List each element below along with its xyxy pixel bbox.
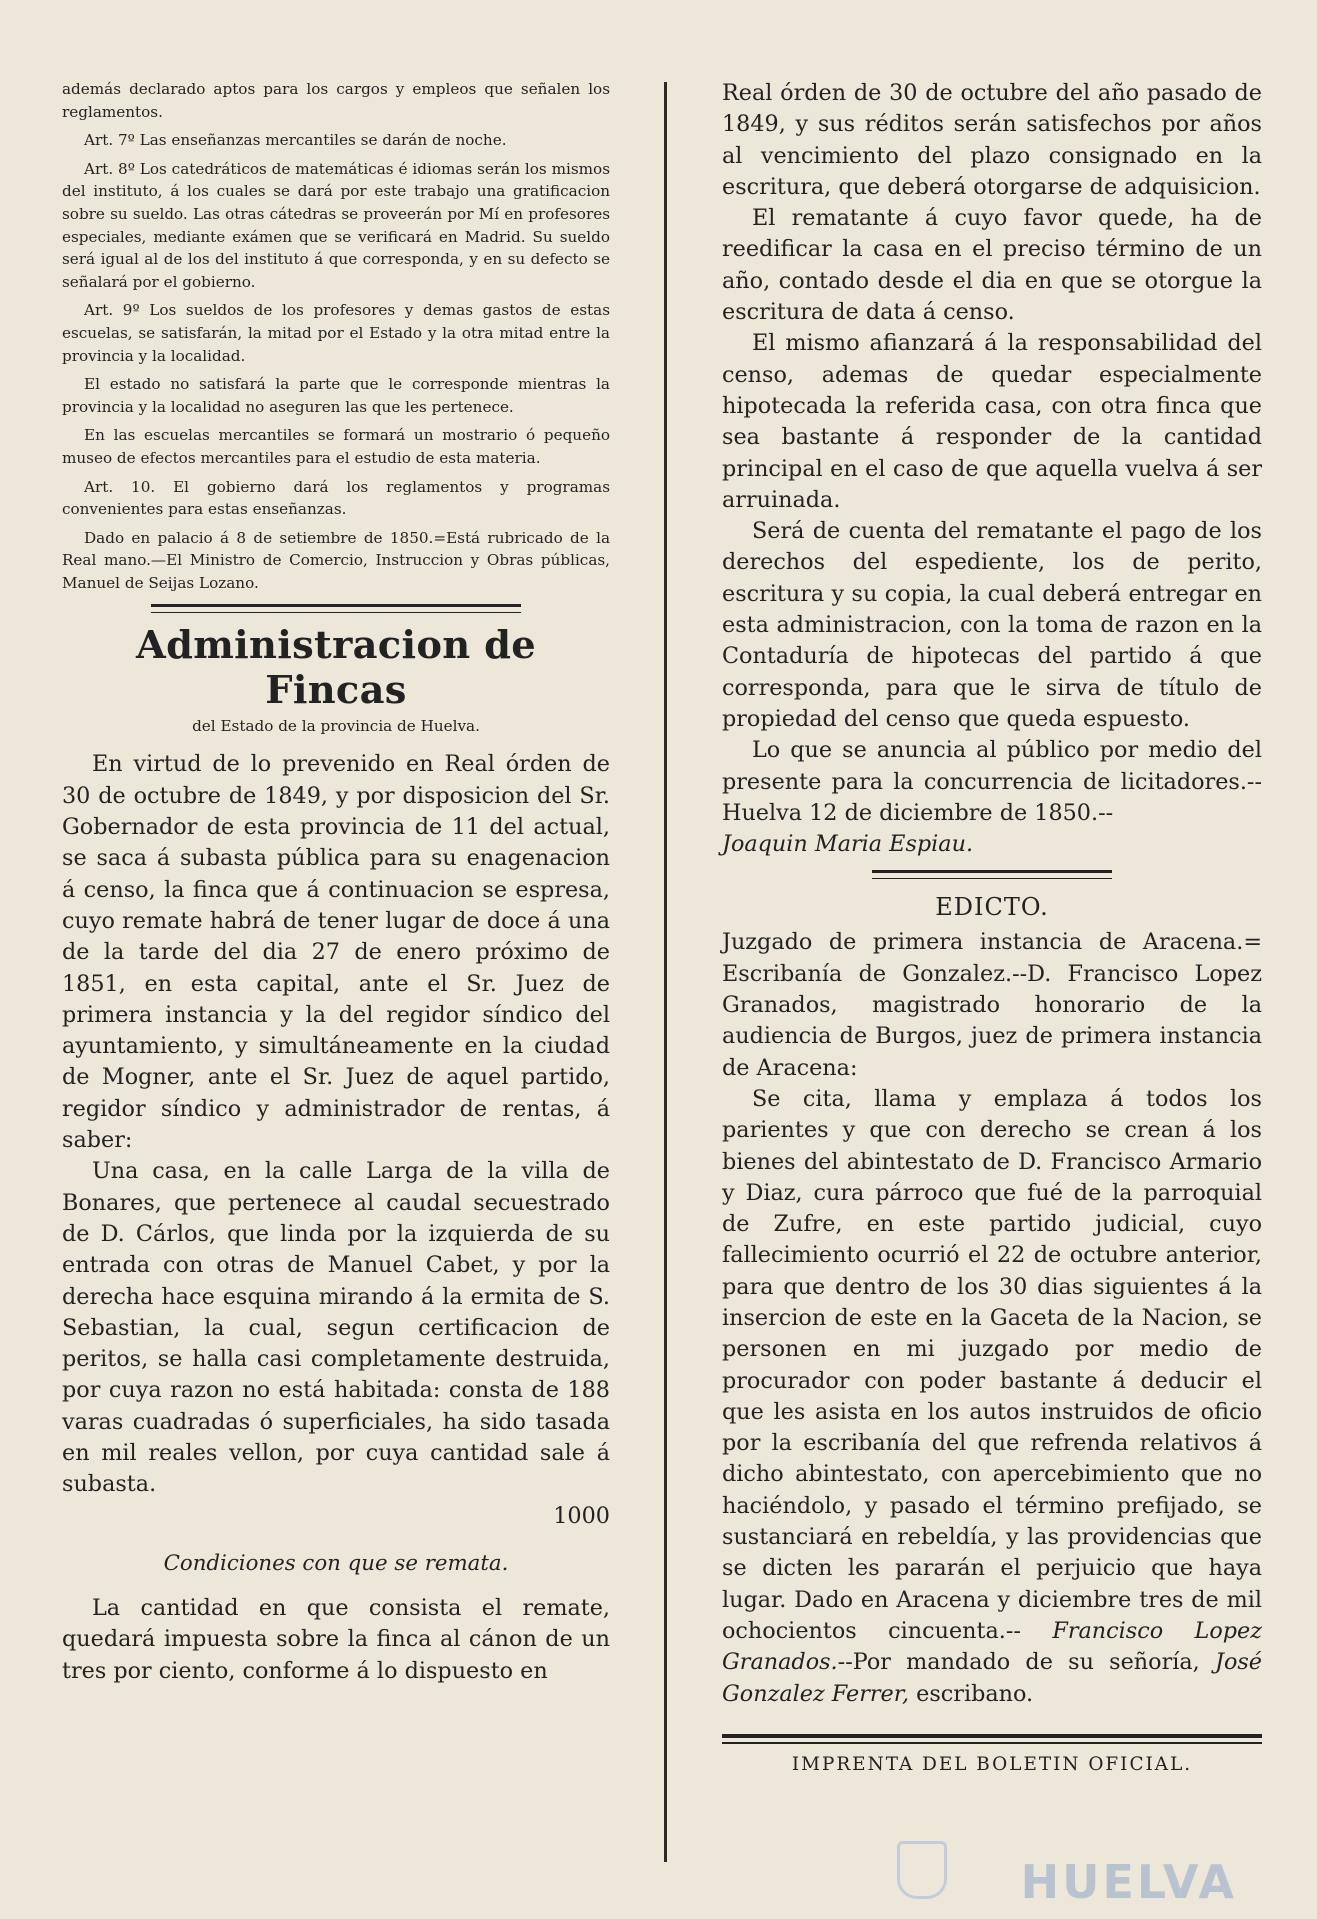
article-text: En las escuelas mercantiles se formará un mostrario ó pequeño museo de efectos mercantiles para el estudio de esta materia. <box>62 426 610 467</box>
clerk-signature: José Gonzalez Ferrer, <box>722 1649 1262 1707</box>
double-rule <box>722 1734 1262 1744</box>
printer-imprint: IMPRENTA DEL BOLETIN OFICIAL. <box>791 1753 1193 1775</box>
article-text: Art. 10. El gobierno dará los reglamentos y programas convenientes para estas enseñanzas. <box>62 477 610 519</box>
decree-articles <box>62 78 610 594</box>
condition-paragraph: El mismo afianzará á la responsabilidad del censo, ademas de quedar especialmente hipotecada la referida casa, con otra finca que sea bastante á responder de la cantidad principal en el caso de que aquella vuelva á ser arruinada. <box>722 330 1262 513</box>
edicto-header: Juzgado de primera instancia de Aracena.= Escribanía de Gonzalez.--D. Francisco Lopez Granados, magistrado honorario de la audiencia de Burgos, juez de primera instancia de Aracena: <box>722 929 1262 1081</box>
edicto-paragraph <box>722 1084 1262 1710</box>
conditions-continued <box>722 78 1262 860</box>
watermark-emblem-icon <box>897 1841 947 1899</box>
article-text: El estado no satisfará la parte que le corresponde mientras la provincia y la localidad no aseguren las que les pertenece. <box>62 375 610 416</box>
edicto-text: escribano. <box>916 1680 1034 1707</box>
condition-paragraph: La cantidad en que consista el remate, quedará impuesta sobre la finca al cánon de un tres por ciento, conforme á lo dispuesto en <box>62 1595 610 1684</box>
left-column <box>62 78 610 1687</box>
conditions-title: Condiciones con que se remata. <box>163 1550 509 1576</box>
edicto-title: EDICTO. <box>935 893 1049 922</box>
announcement-paragraph: Lo que se anuncia al público por medio del presente para la concurrencia de licitadores.--Huelva 12 de diciembre de 1850.-- <box>722 737 1262 826</box>
right-column <box>722 78 1262 1775</box>
decorative-divider <box>872 870 1112 879</box>
edicto-body <box>722 927 1262 1709</box>
article-text: Dado en palacio á 8 de setiembre de 1850.=Está rubricado de la Real mano.—El Ministro de Comercio, Instruccion y Obras públicas, Manuel de Seijas Lozano. <box>62 528 610 592</box>
parcel-description: Una casa, en la calle Larga de la villa de Bonares, que pertenece al caudal secuestrado de D. Cárlos, que linda por la izquierda de su entrada con otras de Manuel Cabet, y por la derecha hace esquina mirando á la ermita de S. Sebastian, la cual, segun certificacion de peritos, se halla casi completamente destruida, por cuya razon no está habitada: consta de 188 varas cuadradas ó superficiales, ha sido tasada en mil reales vellon, por cuya cantidad sale á subasta. <box>62 1158 610 1498</box>
article-text: Art. 7º Las enseñanzas mercantiles se darán de noche. <box>84 131 507 150</box>
watermark: HUELVA <box>1020 1855 1237 1909</box>
decorative-divider <box>151 604 521 613</box>
price-value: 1000 <box>553 1502 610 1529</box>
judge-signature: Francisco Lopez Granados. <box>722 1617 1262 1676</box>
edicto-text: --Por mandado de su señoría, <box>837 1649 1200 1676</box>
article-text: además declarado aptos para los cargos y empleos que señalen los reglamentos. <box>62 80 610 121</box>
intro-paragraph: En virtud de lo prevenido en Real órden de 30 de octubre de 1849, y por disposicion del Sr. Gobernador de esta provincia de 11 del actual, se saca á subasta pública para su enagenacion á censo, la finca que á continuacion se espresa, cuyo remate habrá de tener lugar de doce á una de la tarde del dia 27 de enero próximo de 1851, en esta capital, ante el Sr. Juez de primera instancia y la del regidor síndico del ayuntamiento, y simultáneamente en la ciudad de Mogner, ante el Sr. Juez de aquel partido, regidor síndico y administrador de rentas, á saber: <box>62 751 610 1154</box>
auction-notice <box>62 749 610 1687</box>
condition-paragraph: El rematante á cuyo favor quede, ha de reedificar la casa en el preciso término de un año, contado desde el dia en que se otorgue la escritura de data á censo. <box>722 205 1262 326</box>
section-subheading: del Estado de la provincia de Huelva. <box>192 717 480 736</box>
signature: Joaquin Maria Espiau. <box>722 831 974 858</box>
article-text: Art. 9º Los sueldos de los profesores y demas gastos de estas escuelas, se satisfarán, la mitad por el Estado y la otra mitad entre la provincia y la localidad. <box>62 301 610 365</box>
edicto-text: Se cita, llama y emplaza á todos los parientes y que con derecho se crean á los bienes del abintestato de D. Francisco Armario y Diaz, cura párroco que fué de la parroquial de Zufre, en este partido judicial, cuyo fallecimiento ocurrió el 22 de octubre anterior, para que dentro de los 30 dias siguientes á la insercion de este en la Gaceta de la Nacion, se personen en mi juzgado por medio de procurador con poder bastante á deducir el que les asista en los autos instruidos de oficio por la escribanía del que refrenda relativos á dicho abintestato, con apercebimiento que no haciéndolo, y pasado el término prefijado, se sustanciará en rebeldía, y las providencias que se dicten les pararán el perjuicio que haya lugar. Dado en Aracena y diciembre tres de mil ochocientos cincuenta.-- <box>722 1085 1262 1644</box>
column-rule <box>664 82 667 1862</box>
condition-paragraph: Será de cuenta del rematante el pago de los derechos del espediente, los de perito, escritura y su copia, la cual deberá entregar en esta administracion, con la toma de razon en la Contaduría de hipotecas del partido á que corresponda, para que le sirva de título de propiedad del censo que queda espuesto. <box>722 518 1262 732</box>
article-text: Art. 8º Los catedráticos de matemáticas é idiomas serán los mismos del instituto, á los cuales se dará por este trabajo una gratificacion sobre su sueldo. Las otras cátedras se proveerán por Mí en profesores especiales, mediante exámen que se verificará en Madrid. Su sueldo será igual al de los del instituto á que corresponda, y en su defecto se señalará por el gobierno. <box>62 159 610 291</box>
section-heading: Administracion de Fincas <box>136 623 536 714</box>
price-row <box>62 1501 610 1532</box>
condition-paragraph: Real órden de 30 de octubre del año pasado de 1849, y sus réditos serán satisfechos por años al vencimiento del plazo consignado en la escritura, que deberá otorgarse de adquisicion. <box>722 80 1262 200</box>
